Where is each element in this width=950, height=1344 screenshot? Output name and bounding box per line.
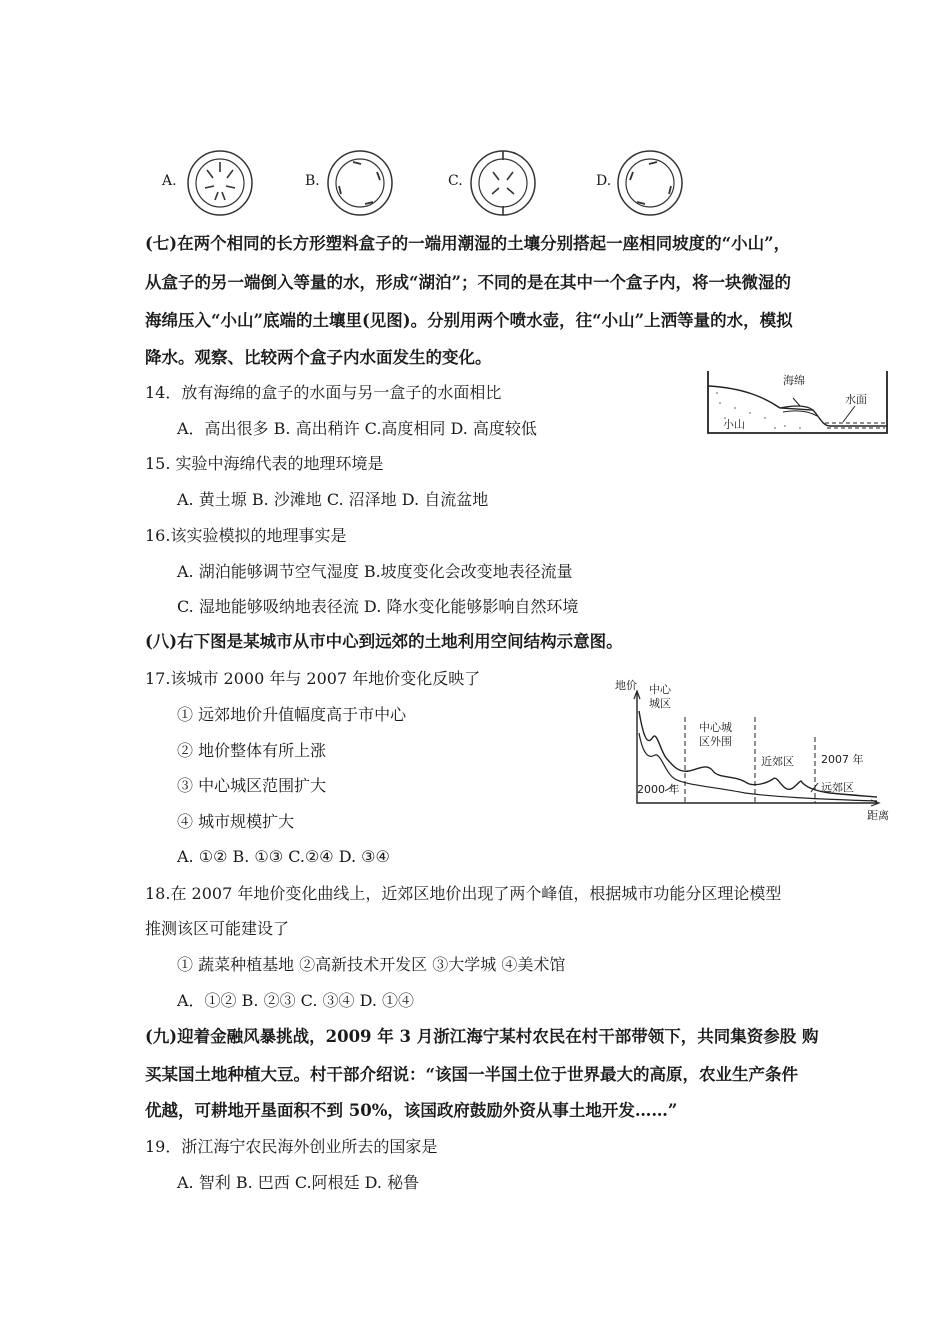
curve-2000-label: 2000 年	[637, 783, 680, 796]
land-price-diagram	[615, 675, 895, 825]
section8-intro: (八)右下图是某城市从市中心到远郊的土地利用空间结构示意图。	[145, 632, 623, 651]
q17-item-3: ③ 中心城区范围扩大	[177, 776, 327, 795]
section7-line3: 海绵压入“小山”底端的土壤里(见图)。分别用两个喷水壶，往“小山”上洒等量的水，模拟	[145, 311, 793, 330]
option-b-label: B.	[305, 173, 320, 189]
q17-item-1: ① 远郊地价升值幅度高于市中心	[177, 705, 407, 724]
q17-options: A. ①② B. ①③ C.②④ D. ③④	[177, 847, 390, 866]
section7-line2: 从盒子的另一端倒入等量的水，形成“湖泊”；不同的是在其中一个盒子内，将一块微湿的	[145, 273, 791, 292]
q17-item-2: ② 地价整体有所上涨	[177, 741, 327, 760]
zone-center-label-2: 城区	[649, 697, 671, 710]
q14-stem: 14．放有海绵的盒子的水面与另一盒子的水面相比	[145, 383, 502, 402]
section9-line1: (九)迎着金融风暴挑战，2009 年 3 月浙江海宁某村农民在村干部带领下，共同集资参股 购	[145, 1027, 819, 1046]
q18-options: A．①② B. ②③ C. ③④ D. ①④	[177, 991, 415, 1010]
q14-options: A．高出很多 B. 高出稍许 C.高度相同 D. 高度较低	[177, 419, 537, 438]
zone-center-label-1: 中心	[649, 683, 671, 696]
cyclone-a-diagram	[185, 148, 255, 218]
q16-stem: 16.该实验模拟的地理事实是	[145, 526, 347, 545]
zone-suburb-label: 近郊区	[761, 755, 794, 768]
zone-outer-label-2: 区外围	[699, 735, 732, 748]
option-d-label: D.	[596, 173, 612, 189]
water-surface-label: 水面	[845, 393, 867, 406]
section9-line3: 优越，可耕地开垦面积不到 50%，该国政府鼓励外资从事土地开发……”	[145, 1101, 678, 1120]
sponge-diagram	[705, 368, 890, 438]
hill-label: 小山	[723, 418, 745, 431]
q18-stem-1: 18.在 2007 年地价变化曲线上，近郊区地价出现了两个峰值，根据城市功能分区理论模型	[145, 884, 782, 903]
cyclone-c-diagram	[468, 148, 538, 218]
q15-options: A. 黄土塬 B. 沙滩地 C. 沼泽地 D. 自流盆地	[177, 490, 489, 509]
q17-item-4: ④ 城市规模扩大	[177, 812, 295, 831]
option-c-label: C.	[448, 173, 463, 189]
q15-stem: 15. 实验中海绵代表的地理环境是	[145, 454, 384, 473]
section9-line2: 买某国土地种植大豆。村干部介绍说：“该国一半国土位于世界最大的高原，农业生产条件	[145, 1065, 798, 1084]
section7-line1: (七)在两个相同的长方形塑料盒子的一端用潮湿的土壤分别搭起一座相同坡度的“小山”，	[145, 234, 791, 253]
zone-outer-label-1: 中心城	[699, 721, 732, 734]
q16-options-1: A. 湖泊能够调节空气湿度 B.坡度变化会改变地表径流量	[177, 562, 573, 581]
sponge-label: 海绵	[783, 374, 805, 387]
cyclone-options	[150, 145, 710, 220]
q19-options: A. 智利 B. 巴西 C.阿根廷 D. 秘鲁	[177, 1173, 420, 1192]
section7-line4: 降水。观察、比较两个盒子内水面发生的变化。	[145, 348, 492, 367]
q16-options-2: C. 湿地能够吸纳地表径流 D. 降水变化能够影响自然环境	[177, 597, 579, 616]
q17-stem: 17.该城市 2000 年与 2007 年地价变化反映了	[145, 669, 481, 688]
q19-stem: 19．浙江海宁农民海外创业所去的国家是	[145, 1137, 438, 1156]
chart-ylabel: 地价	[615, 679, 637, 692]
q18-stem-2: 推测该区可能建设了	[145, 919, 290, 938]
curve-2007-label: 2007 年	[821, 753, 864, 766]
cyclone-b-diagram	[325, 148, 395, 218]
option-a-label: A.	[162, 173, 177, 189]
q18-items: ① 蔬菜种植基地 ②高新技术开发区 ③大学城 ④美术馆	[177, 955, 566, 974]
cyclone-d-diagram	[615, 148, 685, 218]
chart-xlabel: 距离	[867, 809, 889, 822]
zone-exurb-label: 远郊区	[821, 781, 854, 794]
